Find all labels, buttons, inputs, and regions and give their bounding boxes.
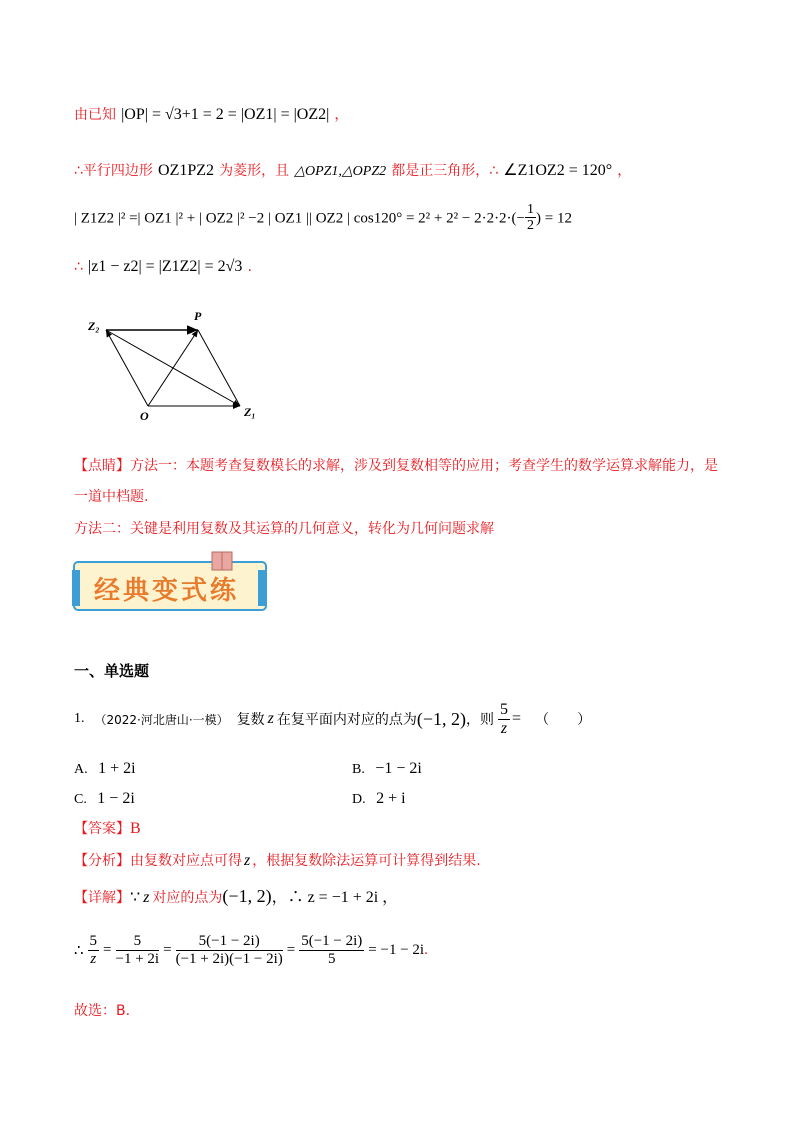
step-4-prefix: ∴ <box>74 259 83 275</box>
comment-tag: 【点睛】 <box>74 458 130 474</box>
calc-f1-den: z <box>90 950 97 967</box>
step-3-rhs: ) = 12 <box>536 210 572 227</box>
final-answer: 故选：B. <box>74 1003 131 1019</box>
detail-line <box>74 884 398 907</box>
question-eq: = <box>512 710 522 727</box>
question-text-2: 在复平面内对应的点为 <box>276 712 417 728</box>
step-3-frac-num: 1 <box>527 202 535 217</box>
detail-text-2: 对应的点为 <box>152 890 223 906</box>
detail-point: (−1, 2) <box>222 886 272 906</box>
question-source: （2022·河北唐山·一模） <box>94 712 229 727</box>
calc-f4-den: 5 <box>327 950 336 967</box>
question-var: z <box>267 710 274 727</box>
question-number: 1. <box>74 711 85 726</box>
detail-tag: 【详解】 <box>74 890 130 906</box>
analysis-text-2: ，根据复数除法运算可计算得到结果. <box>252 853 481 869</box>
option-c-letter: C. <box>74 792 87 807</box>
question-point: (−1, 2) <box>416 708 467 729</box>
step-4-line <box>74 256 252 276</box>
calc-f2-num: 5 <box>116 933 160 951</box>
question-frac-num: 5 <box>500 700 509 718</box>
step-1-line <box>74 104 348 124</box>
step-2-end: ， <box>617 163 632 179</box>
comment-line-1 <box>74 455 718 475</box>
analysis-line <box>74 850 481 870</box>
label-z1: Z₁ <box>244 405 256 419</box>
detail-var: z <box>143 889 150 906</box>
practice-banner <box>72 550 272 616</box>
option-d-letter: D. <box>352 792 366 807</box>
answer-line <box>74 818 141 838</box>
calc-eq-1: = <box>103 941 112 958</box>
calc-dot: . <box>424 941 428 958</box>
step-1-suffix: ， <box>334 107 349 123</box>
step-2-text1: ∴平行四边形 <box>74 163 153 179</box>
step-2-line <box>74 160 631 180</box>
analysis-var: z <box>244 852 251 869</box>
step-3-fraction <box>525 202 536 234</box>
section-title: 一、单选题 <box>74 662 150 680</box>
segment-z2-z1 <box>106 330 240 406</box>
answer-value: B <box>130 820 141 837</box>
calc-f4-num: 5(−1 − 2i) <box>301 933 363 949</box>
option-b-value: −1 − 2i <box>375 760 422 777</box>
question-frac-den: z <box>500 719 508 737</box>
rhombus-figure <box>80 306 280 426</box>
calc-frac-4 <box>299 933 364 967</box>
step-4-suffix: . <box>247 259 252 275</box>
step-3-frac-den: 2 <box>527 218 535 234</box>
analysis-text-1: 由复数对应点可得 <box>130 853 242 869</box>
label-o: O <box>140 409 149 423</box>
banner-text: 经典变式练 <box>94 576 240 606</box>
calc-frac-2 <box>116 933 160 967</box>
step-1-expr: |OP| = √3+1 = 2 = |OZ1| = |OZ2| <box>121 106 330 123</box>
label-z2: Z₂ <box>88 319 100 333</box>
calc-result: = −1 − 2i <box>368 941 425 958</box>
answer-tag: 【答案】 <box>74 821 130 837</box>
comment-line-2: 一道中档题. <box>74 489 149 505</box>
question-fraction <box>498 701 510 737</box>
step-2-triangles: △OPZ1,△OPZ2 <box>294 164 387 179</box>
step-1-prefix: 由已知 <box>74 107 116 123</box>
step-2-text2: 为菱形，且 <box>219 163 290 179</box>
step-2-angle: ∠Z1OZ2 = 120° <box>503 162 613 179</box>
calc-f3-den: (−1 + 2i)(−1 − 2i) <box>175 950 283 967</box>
question-blank: （ ） <box>535 712 592 728</box>
option-b <box>352 760 422 778</box>
step-3-line <box>74 202 572 234</box>
option-c <box>74 790 135 808</box>
calc-prefix: ∴ <box>74 942 84 959</box>
question-text-1: 复数 <box>236 712 265 728</box>
calc-frac-1 <box>88 933 100 967</box>
step-2-text3: 都是正三角形，∴ <box>391 163 499 179</box>
option-c-value: 1 − 2i <box>97 790 135 807</box>
detail-text-1: ∵ <box>130 889 141 906</box>
option-a-value: 1 + 2i <box>98 760 136 777</box>
comment-text-1: 方法一：本题考查复数模长的求解，涉及到复数相等的应用；考查学生的数学运算求解能力，是 <box>130 458 718 474</box>
calc-line <box>74 922 428 978</box>
calc-f1-num: 5 <box>89 933 98 949</box>
step-2-shape: OZ1PZ2 <box>158 162 215 179</box>
step-4-expr: |z1 − z2| = |Z1Z2| = 2√3 <box>88 258 243 275</box>
calc-eq-2: = <box>163 941 172 958</box>
calc-eq-3: = <box>286 941 296 958</box>
calc-f2-den: −1 + 2i <box>115 950 160 967</box>
option-d <box>352 790 406 808</box>
calc-frac-3 <box>176 933 283 967</box>
comment-line-3: 方法二：关键是利用复数及其运算的几何意义，转化为几何问题求解 <box>74 521 494 537</box>
calc-f3-num: 5(−1 − 2i) <box>176 933 283 951</box>
option-a <box>74 760 136 778</box>
option-b-letter: B. <box>352 762 365 777</box>
analysis-tag: 【分析】 <box>74 853 130 869</box>
option-a-letter: A. <box>74 762 88 777</box>
label-p: P <box>194 309 202 323</box>
question-text-3: ，则 <box>466 712 495 728</box>
detail-text-3: ，∴ z = −1 + 2i ， <box>271 889 399 906</box>
question-1 <box>74 694 591 744</box>
step-3-lhs: | Z1Z2 |² =| OZ1 |² + | OZ2 |² −2 | OZ1 || OZ2 | cos120° = 2² + 2² − 2·2·2·(− <box>74 210 526 227</box>
option-d-value: 2 + i <box>376 790 406 807</box>
